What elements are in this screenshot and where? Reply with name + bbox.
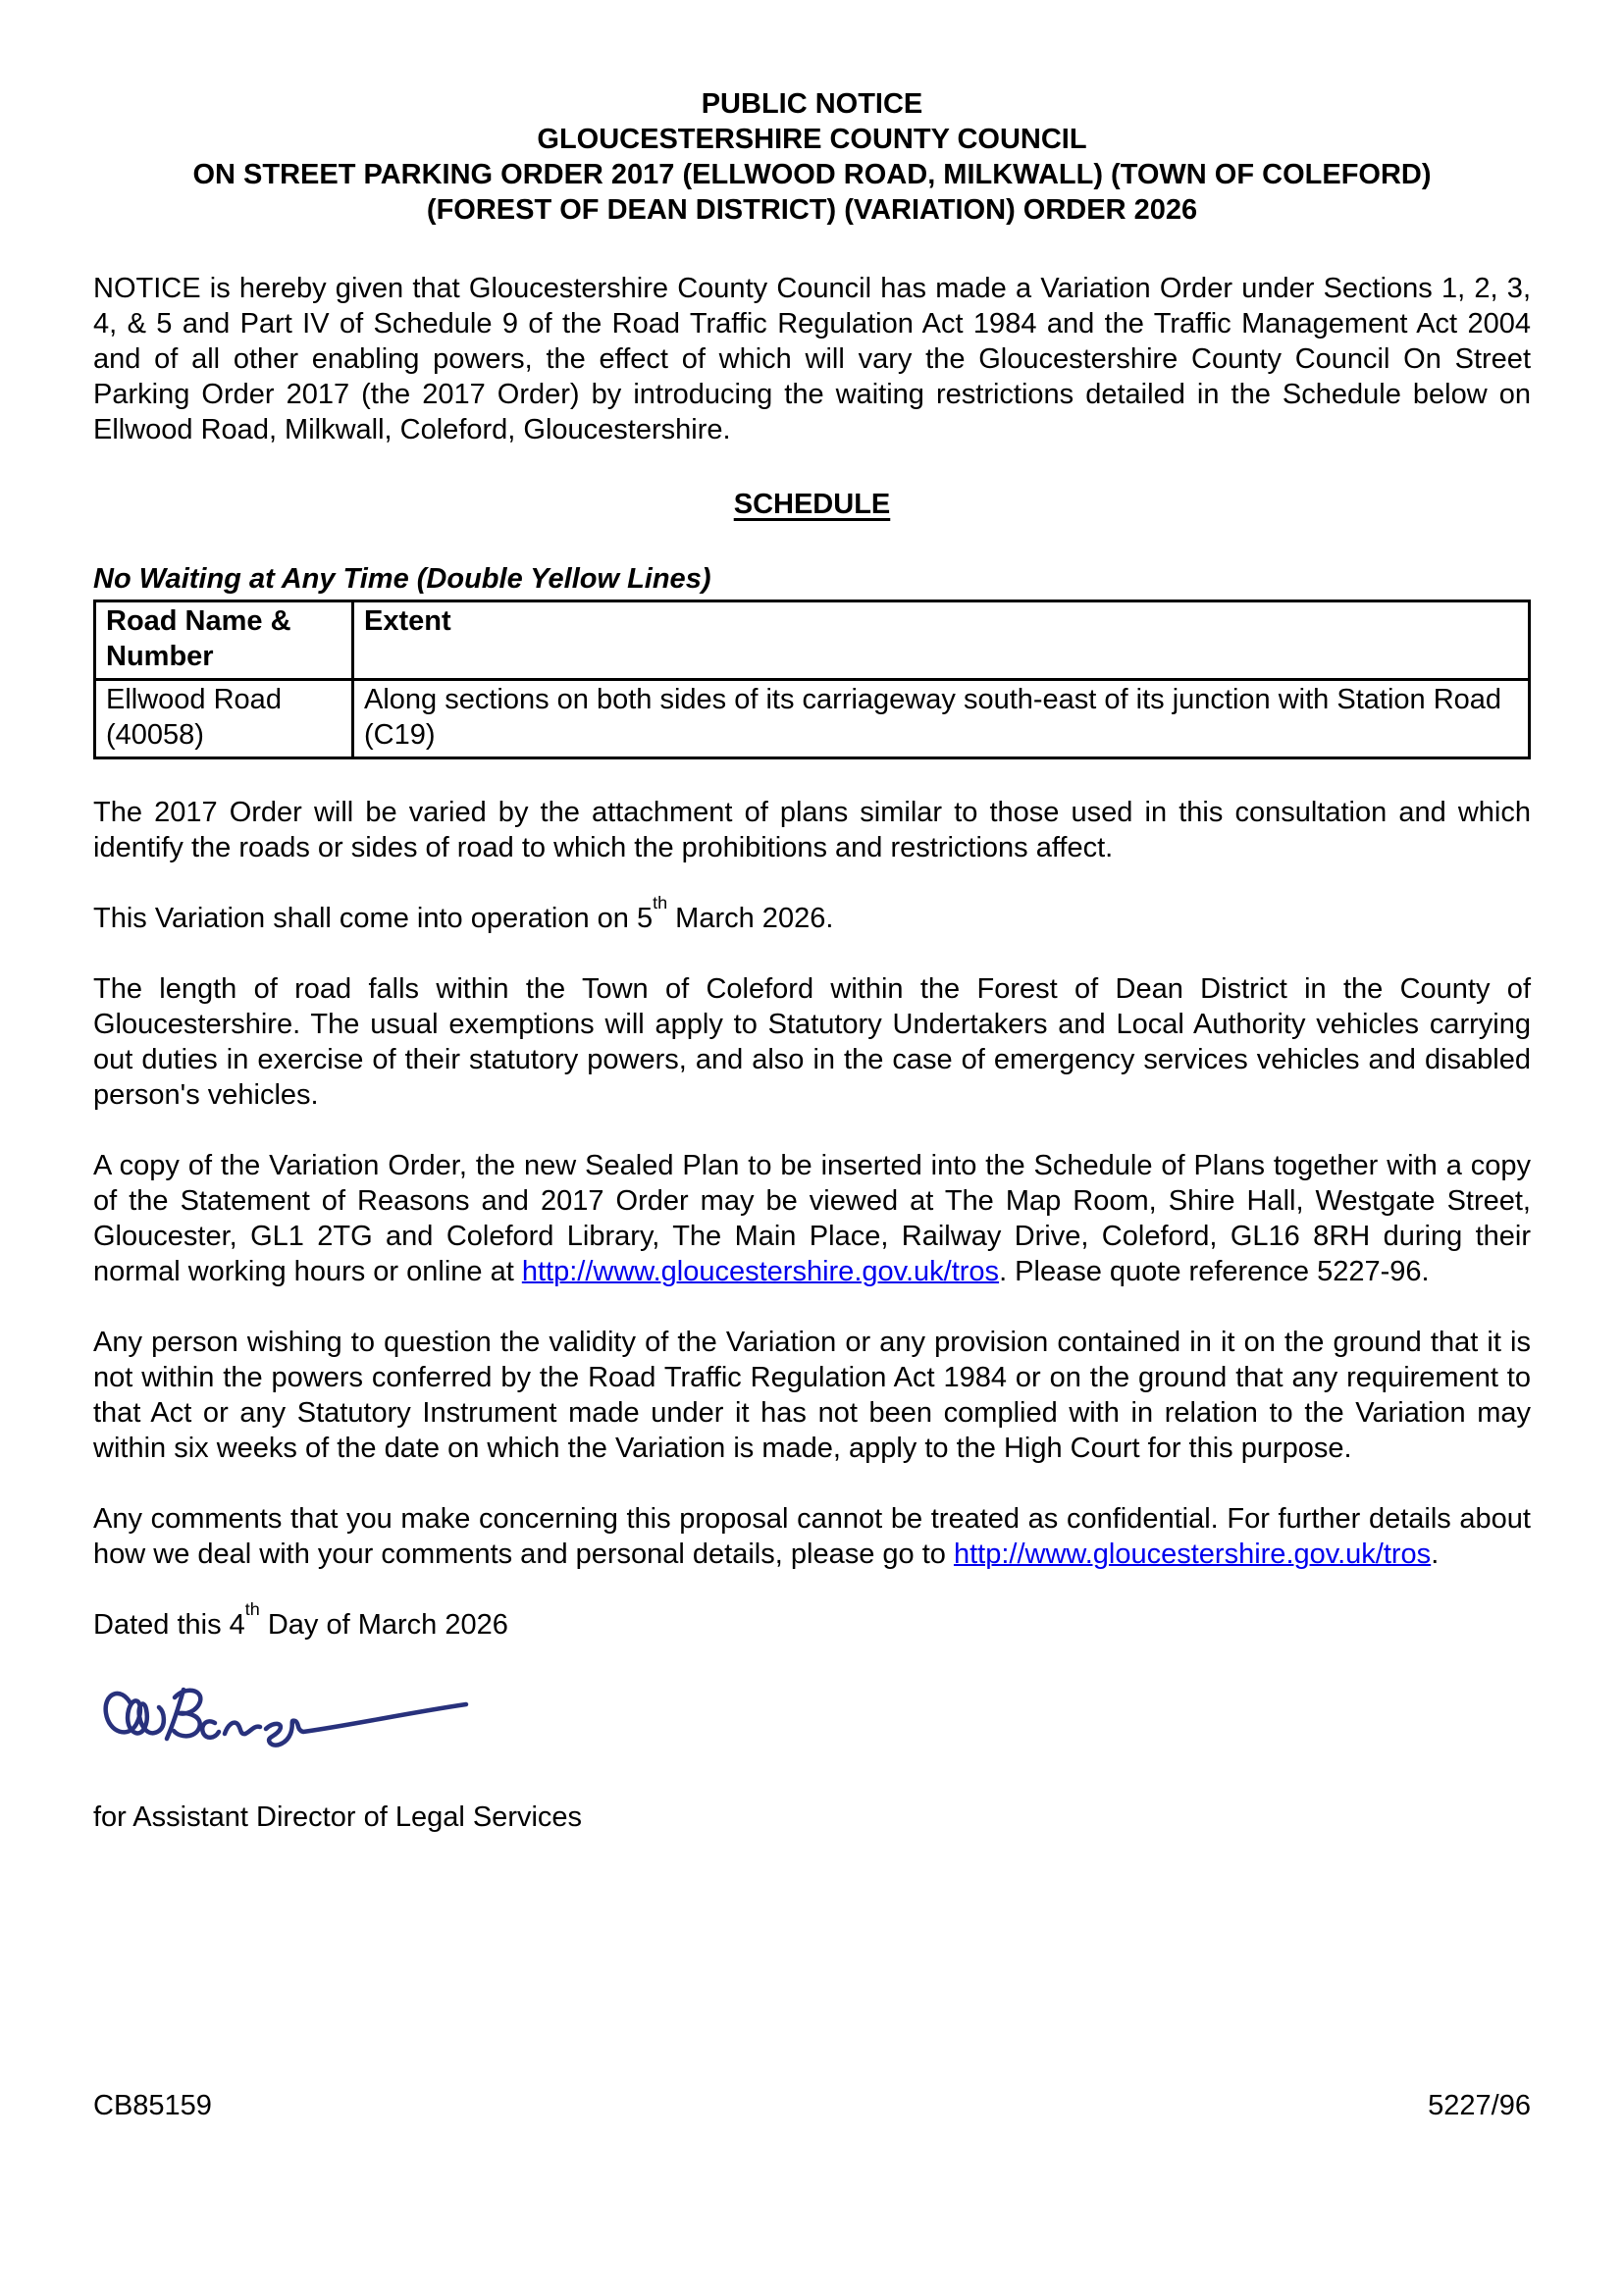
paragraph-exemptions: The length of road falls within the Town of Coleford within the Forest of Dean District in the County of Gloucestershire. The usual exemptions will apply to Statutory Undertakers and Local Authority vehicles carrying out duties in exercise of their statutory powers, and also in the case of emergency services vehicles and disabled person's vehicles. [93, 973, 1531, 1111]
operation-date-text: This Variation shall come into operation on 5 [93, 903, 654, 934]
table-header-row [95, 601, 1530, 680]
paragraph-high-court: Any person wishing to question the validity of the Variation or any provision contained in it on the ground that it is not within the powers conferred by the Road Traffic Regulation Act 1984 or on the ground that any requirement to that Act or any Statutory Instrument made under it has not been complied with in relation to the Variation may within six weeks of the date on which the Variation is made, apply to the High Court for this purpose. [93, 1327, 1531, 1464]
schedule-heading [93, 487, 1531, 522]
paragraph-comments [93, 1501, 1531, 1572]
title-line-council: GLOUCESTERSHIRE COUNTY COUNCIL [537, 124, 1087, 155]
cell-road-name: Ellwood Road (40058) [95, 680, 353, 758]
footer [93, 2088, 1531, 2123]
title-line-public-notice: PUBLIC NOTICE [701, 88, 923, 120]
schedule-heading-text: SCHEDULE [733, 489, 891, 520]
dated-line [93, 1599, 1531, 1643]
footer-reference-left: CB85159 [93, 2090, 212, 2121]
schedule-table [93, 600, 1531, 759]
paragraph-operation-date [93, 893, 1531, 936]
header-road-name: Road Name & Number [95, 601, 353, 680]
tros-link-2[interactable]: http://www.gloucestershire.gov.uk/tros [953, 1539, 1432, 1570]
paragraph-viewing [93, 1148, 1531, 1289]
cell-extent: Along sections on both sides of its carriageway south-east of its junction with Station Road (C19) [353, 680, 1530, 758]
dated-text: Dated this 4 [93, 1609, 245, 1641]
paragraph-notice: NOTICE is hereby given that Gloucestershire County Council has made a Variation Order under Sections 1, 2, 3, 4, & 5 and Part IV of Schedule 9 of the Road Traffic Regulation Act 1984 and the Traffic Management Act 2004 and of all other enabling powers, the effect of which will vary the Gloucestershire County Council On Street Parking Order 2017 (the 2017 Order) by introducing the waiting restrictions detailed in the Schedule below on Ellwood Road, Milkwall, Coleford, Gloucestershire. [93, 273, 1531, 445]
table-row [95, 680, 1530, 758]
title-line-variation: (FOREST OF DEAN DISTRICT) (VARIATION) ORDER 2026 [426, 194, 1198, 226]
signature-scribble-icon [97, 1678, 475, 1764]
comments-text: Any comments that you make concerning this proposal cannot be treated as confidential. For further details about how we deal with your comments and personal details, please go to [93, 1503, 1531, 1570]
ordinal-suffix-2: th [244, 1599, 260, 1620]
dated-text-rest: Day of March 2026 [259, 1609, 508, 1641]
signoff-line: for Assistant Director of Legal Services [93, 1801, 583, 1833]
viewing-text-rest: . Please quote reference 5227-96. [999, 1256, 1430, 1287]
title-line-order: ON STREET PARKING ORDER 2017 (ELLWOOD ROAD, MILKWALL) (TOWN OF COLEFORD) [192, 159, 1432, 190]
comments-text-rest: . [1431, 1539, 1440, 1570]
signature [97, 1678, 1531, 1764]
tros-link[interactable]: http://www.gloucestershire.gov.uk/tros [521, 1256, 1000, 1287]
footer-reference-right: 5227/96 [1428, 2090, 1531, 2121]
ordinal-suffix: th [653, 893, 668, 913]
operation-date-rest: March 2026. [667, 903, 834, 934]
paragraph-variation-plans: The 2017 Order will be varied by the attachment of plans similar to those used in this consultation and which identify the roads or sides of road to which the prohibitions and restrictions affect. [93, 797, 1531, 863]
viewing-text: A copy of the Variation Order, the new Sealed Plan to be inserted into the Schedule of Plans together with a copy of the Statement of Reasons and 2017 Order may be viewed at The Map Room, Shire Hall, Westgate Street, Gloucester, GL1 2TG and Coleford Library, The Main Place, Railway Drive, Coleford, GL16 8RH during their normal working hours or online at [93, 1150, 1531, 1287]
header-extent: Extent [353, 601, 1530, 680]
no-waiting-subheading: No Waiting at Any Time (Double Yellow Lines) [93, 563, 711, 595]
title-block [93, 86, 1531, 228]
